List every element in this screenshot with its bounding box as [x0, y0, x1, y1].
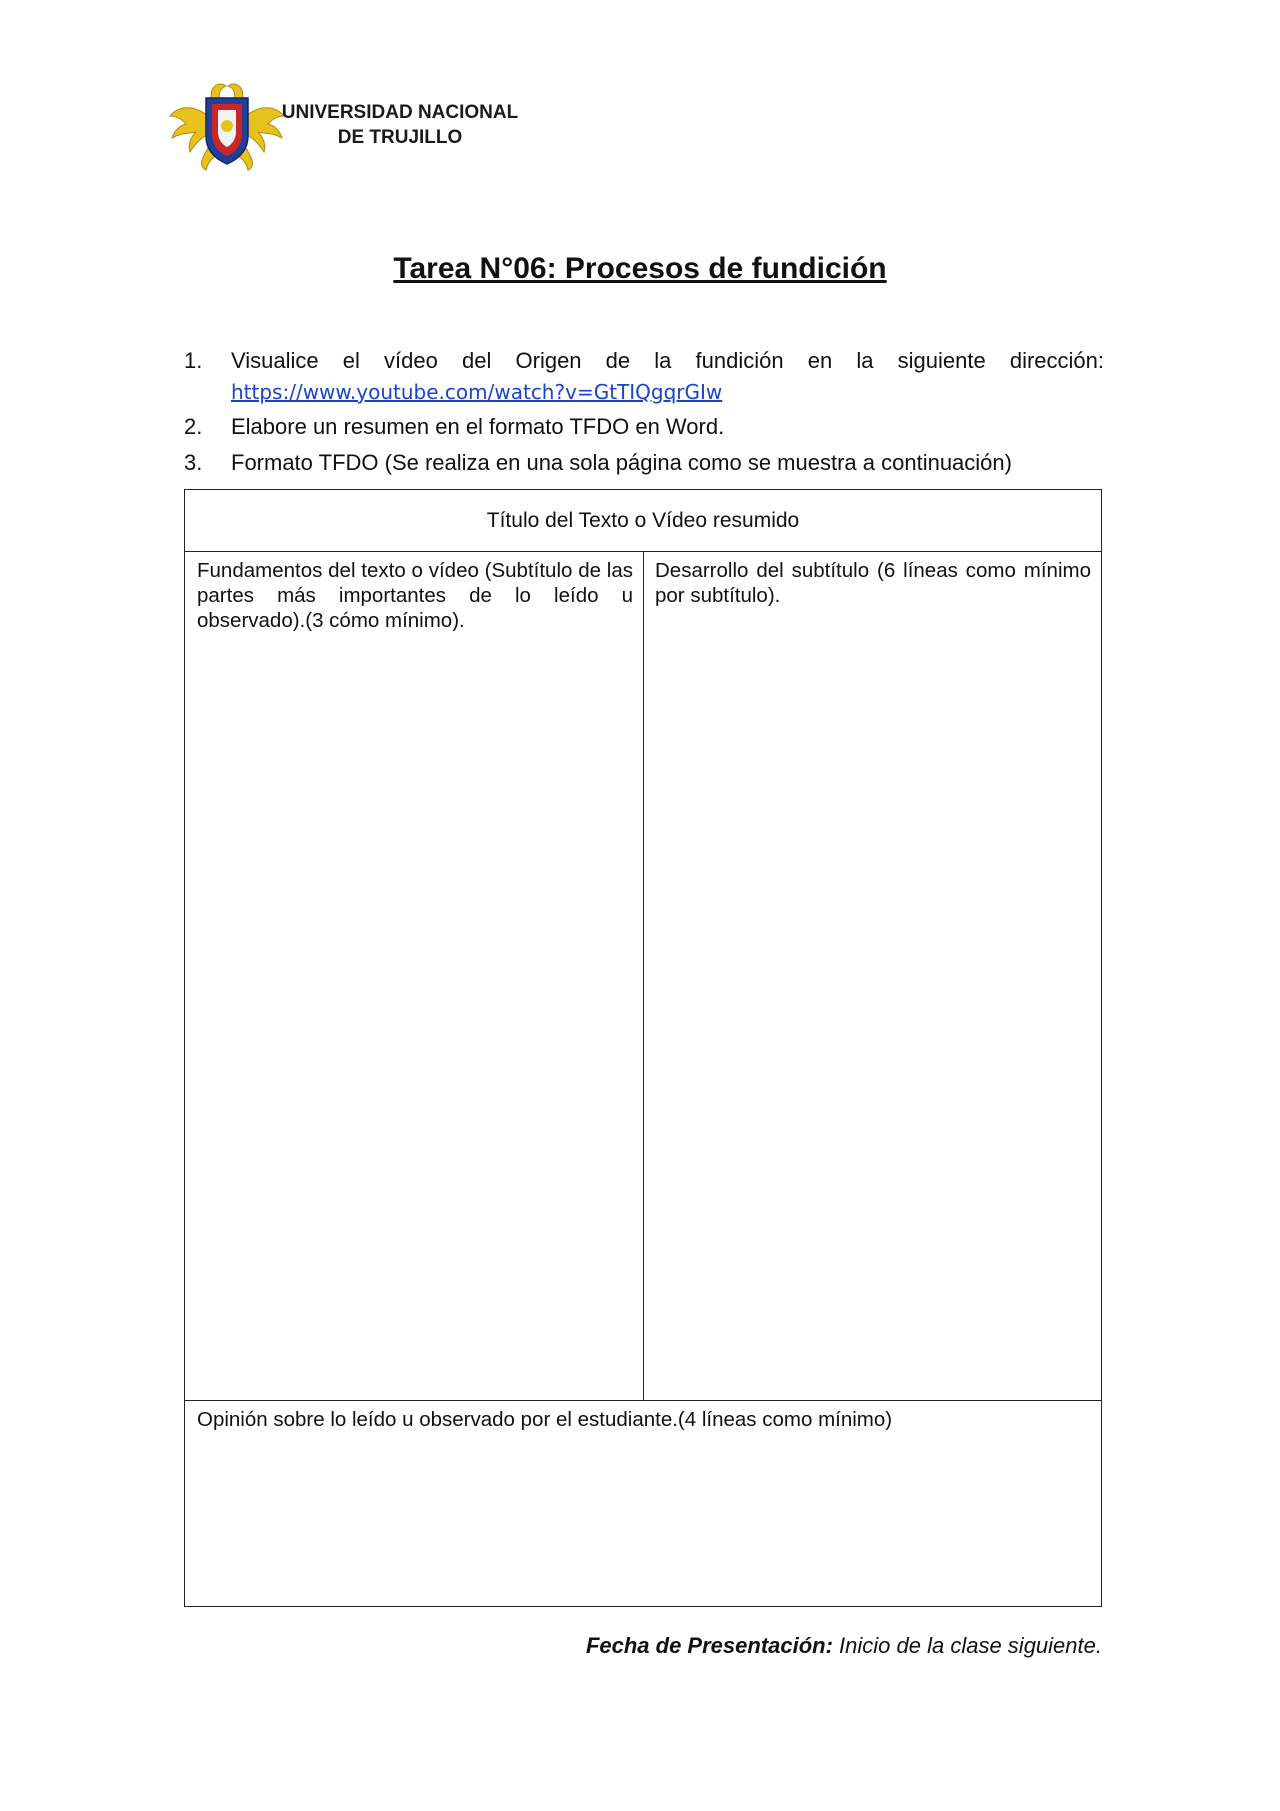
tfdo-table: [184, 489, 1102, 1607]
university-name: [280, 100, 520, 150]
instruction-number: 1.: [184, 348, 203, 373]
instruction-text: Visualice el vídeo del Origen de la fundición en la siguiente dirección:: [231, 348, 1104, 373]
instruction-number: 2.: [184, 414, 203, 439]
university-header: [168, 76, 528, 171]
instruction-number: 3.: [184, 450, 203, 475]
university-name-line2: DE TRUJILLO: [337, 127, 463, 148]
instruction-item: [184, 447, 1104, 479]
tfdo-opinion-cell: Opinión sobre lo leído u observado por el estudiante.(4 líneas como mínimo): [185, 1400, 1101, 1606]
presentation-date-label: Fecha de Presentación:: [585, 1633, 833, 1658]
university-name-line1: UNIVERSIDAD NACIONAL: [281, 102, 519, 123]
instruction-item: [184, 411, 1104, 443]
video-link[interactable]: https://www.youtube.com/watch?v=GtTIQgqrGIw: [231, 380, 723, 404]
tfdo-title-cell: Título del Texto o Vídeo resumido: [185, 490, 1101, 552]
instruction-item: [184, 345, 1104, 407]
tfdo-fundamentos-cell: Fundamentos del texto o vídeo (Subtítulo de las partes más importantes de lo leído u observado).(3 cómo mínimo).: [185, 552, 644, 1400]
presentation-date: [0, 1633, 1102, 1659]
tfdo-desarrollo-cell: Desarrollo del subtítulo (6 líneas como mínimo por subtítulo).: [655, 559, 1091, 607]
instruction-list: [184, 345, 1104, 483]
presentation-date-value: Inicio de la clase siguiente.: [832, 1633, 1102, 1658]
instruction-text: Elabore un resumen en el formato TFDO en Word.: [231, 414, 725, 439]
university-crest-icon: [168, 76, 286, 171]
page-title: Tarea N°06: Procesos de fundición: [393, 252, 887, 285]
instruction-text: Formato TFDO (Se realiza en una sola página como se muestra a continuación): [231, 450, 1012, 475]
